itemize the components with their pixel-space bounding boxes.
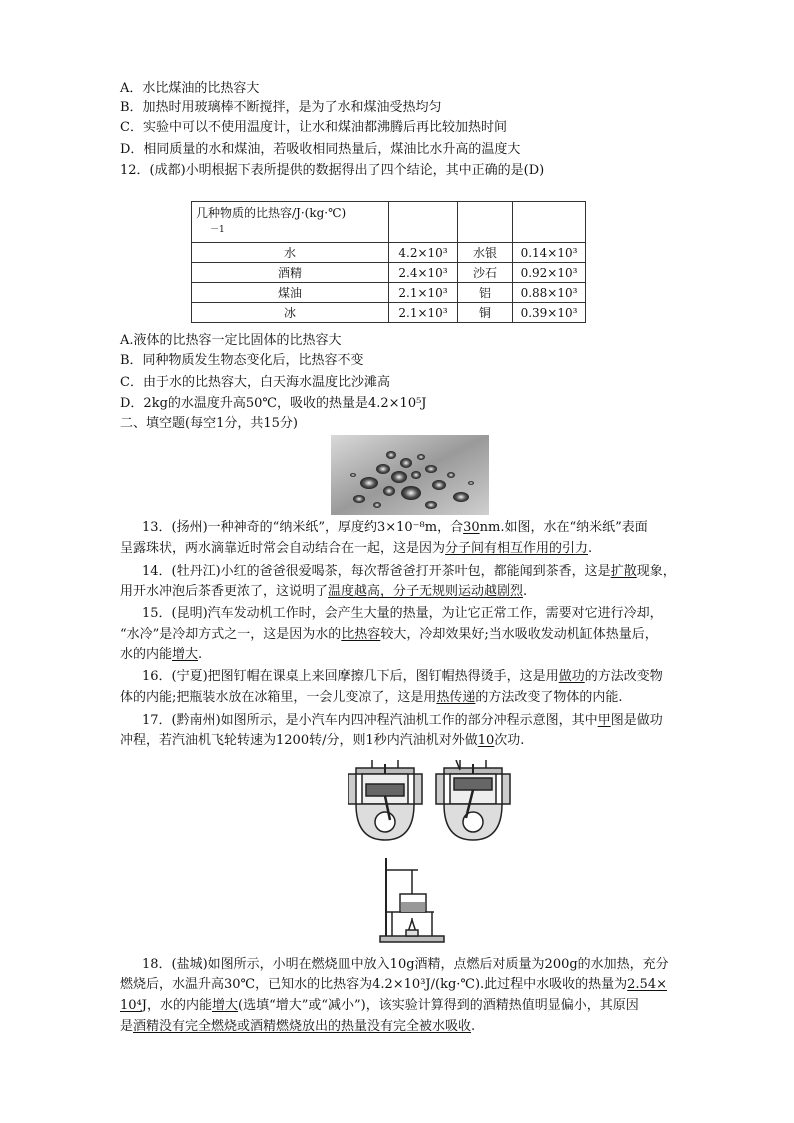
- q12-stem: 12．(成都)小明根据下表所提供的数据得出了四个结论，其中正确的是(D): [120, 163, 545, 178]
- q12-option-a: A.液体的比热容一定比固体的比热容大: [120, 333, 342, 348]
- q12-option-d: D．2kg的水温度升高50℃，吸收的热量是4.2×10⁵J: [120, 396, 427, 411]
- q15-line2: “水冷”是冷却方式之一，这是因为水的比热容较大，冷却效果好;当水吸收发动机缸体热量后，: [120, 627, 658, 642]
- answer-blank: 分子间有相互作用的引力: [445, 541, 589, 556]
- answer-blank: 30: [463, 520, 480, 535]
- engine-diagram-jia: [348, 760, 422, 840]
- q13-line2: 呈露珠状，两水滴靠近时常会自动结合在一起，这是因为分子间有相互作用的引力.: [120, 541, 593, 556]
- engine-diagram-yi: [436, 760, 510, 840]
- alcohol-burner-heating-apparatus: [378, 856, 446, 944]
- answer-blank: 酒精没有完全燃烧或酒精燃烧放出的热量没有完全被水吸收: [133, 1019, 472, 1034]
- answer-blank: 10: [477, 733, 495, 748]
- answer-blank: 扩散: [610, 564, 637, 579]
- q18-line3: 10⁴J，水的内能增大(选填“增大”或“减小”)，该实验计算得到的酒精热值明显偏小，其原因: [120, 998, 639, 1013]
- q12-option-c: C．由于水的比热容大，白天海水温度比沙滩高: [120, 375, 390, 390]
- section-title: 二、填空题(每空1分，共15分): [120, 416, 298, 431]
- q11-option-d: D．相同质量的水和煤油，若吸收相同热量后，煤油比水升高的温度大: [120, 142, 521, 157]
- q18-line1: 18．(盐城)如图所示，小明在燃烧皿中放入10g酒精，点燃后对质量为200g的水加热，充分: [142, 957, 669, 972]
- q15-line1: 15．(昆明)汽车发动机工作时，会产生大量的热量，为让它正常工作，需要对它进行冷却，: [142, 606, 663, 621]
- q18-line2: 燃烧后，水温升高30℃，已知水的比热容为4.2×10³J/(kg·℃).此过程中水吸收的热量为2.54×: [120, 977, 667, 992]
- table-row: 酒精 2.4×10³ 沙石 0.92×10³: [192, 263, 586, 283]
- engine-stroke-diagrams: [348, 760, 516, 846]
- q18-line4: 是酒精没有完全燃烧或酒精燃烧放出的热量没有完全被水吸收.: [120, 1019, 476, 1034]
- answer-blank: 做功: [558, 669, 585, 684]
- answer-blank: 增大: [211, 998, 238, 1013]
- answer-blank: 2.54×: [627, 977, 667, 992]
- answer-blank: 比热容: [341, 627, 381, 642]
- answer-blank: 甲: [597, 713, 611, 728]
- table-row: 冰 2.1×10³ 铜 0.39×10³: [192, 303, 586, 323]
- answer-blank: 热传递: [436, 690, 476, 705]
- nano-paper-water-drops-image: [331, 435, 489, 515]
- q16-line1: 16．(宁夏)把图钉帽在课桌上来回摩擦几下后，图钉帽热得烫手，这是用做功的方法改变物: [142, 669, 663, 684]
- answer-blank: 增大: [172, 647, 199, 662]
- q12-option-b: B．同种物质发生物态变化后，比热容不变: [120, 353, 364, 368]
- q11-option-a: A．水比煤油的比热容大: [120, 81, 260, 96]
- table-header: 几种物质的比热容/J·(kg·℃) －1: [192, 202, 389, 243]
- q16-line2: 体的内能;把瓶装水放在冰箱里，一会儿变凉了，这是用热传递的方法改变了物体的内能.: [120, 690, 623, 705]
- table-row: 煤油 2.1×10³ 铝 0.88×10³: [192, 283, 586, 303]
- q11-option-b: B．加热时用玻璃棒不断搅拌，是为了水和煤油受热均匀: [120, 100, 442, 115]
- q13-line1: 13．(扬州)一种神奇的“纳米纸”，厚度约3×10⁻⁸m，合30nm.如图，水在“纳米纸”表面: [142, 520, 648, 535]
- table-row: 水 4.2×10³ 水银 0.14×10³: [192, 243, 586, 263]
- answer-blank: 10⁴: [120, 998, 142, 1013]
- q15-line3: 水的内能增大.: [120, 647, 203, 662]
- q17-line1: 17．(黔南州)如图所示，是小汽车内四冲程汽油机工作的部分冲程示意图，其中甲图是做功: [142, 713, 663, 728]
- q14-line2: 用开水冲泡后茶香更浓了，这说明了温度越高，分子无规则运动越剧烈.: [120, 584, 528, 599]
- specific-heat-table: [191, 201, 586, 323]
- q14-line1: 14．(牡丹江)小红的爸爸很爱喝茶，每次帮爸爸打开茶叶包，都能闻到茶香，这是扩散现象，: [142, 564, 676, 579]
- answer-blank: 温度越高，分子无规则运动越剧烈: [328, 584, 524, 599]
- q17-line2: 冲程，若汽油机飞轮转速为1200转/分，则1秒内汽油机对外做10次功.: [120, 733, 525, 748]
- q11-option-c: C．实验中可以不使用温度计，让水和煤油都沸腾后再比较加热时间: [120, 120, 507, 135]
